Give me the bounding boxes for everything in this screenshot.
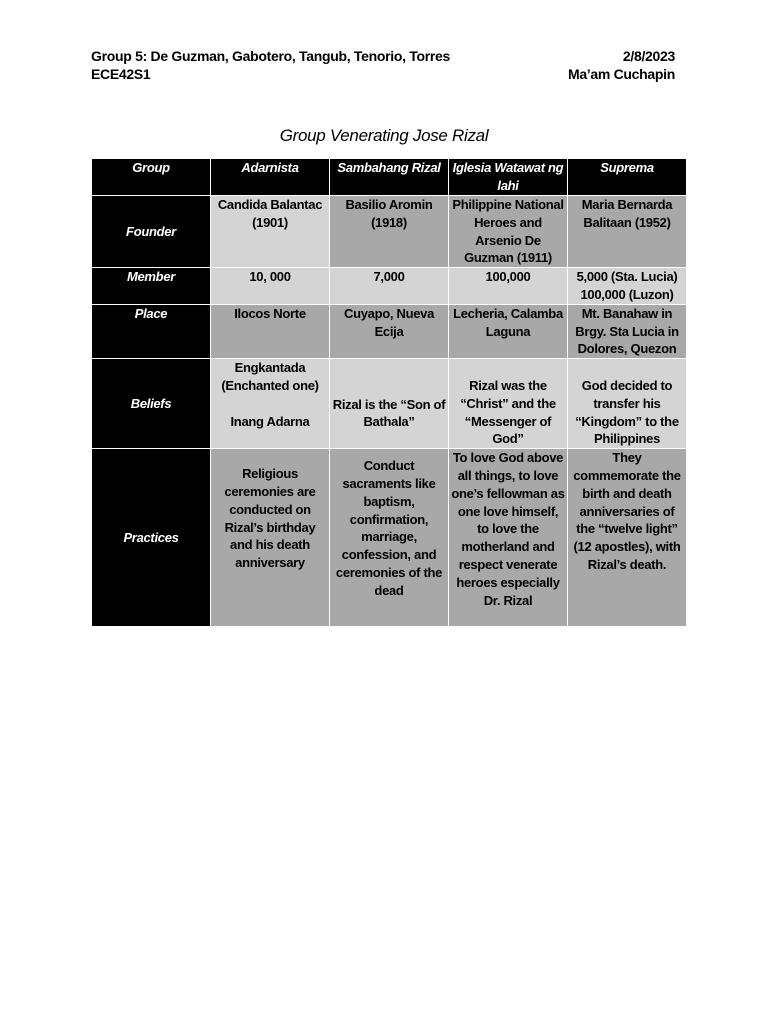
table-cell: Philippine National Heroes and Arsenio De Guzman (1911) [449,196,568,268]
table-row-practices [92,449,687,627]
table-cell: 10, 000 [211,268,330,305]
table-cell: Mt. Banahaw in Brgy. Sta Lucia in Dolores, Quezon [568,304,687,358]
table-cell-text: Rizal was the “Christ” and the “Messenger of God” [460,377,556,447]
table-cell: Conduct sacraments like baptism, confirmation, marriage, confession, and ceremonies of the dead [330,449,449,627]
column-header-sambahang-rizal: Sambahang Rizal [330,159,449,196]
table-cell [449,359,568,449]
section-code: ECE42S1 [91,66,151,82]
table-cell: 5,000 (Sta. Lucia) 100,000 (Luzon) [568,268,687,305]
instructor-name: Ma’am Cuchapin [567,66,675,82]
column-header-iglesia-watawat: Iglesia Watawat ng lahi [449,159,568,196]
table-cell: 7,000 [330,268,449,305]
table-cell: To love God above all things, to love one’s fellowman as one love himself, to love the motherland and respect venerate heroes especially Dr. Rizal [449,449,568,627]
table-cell [330,359,449,449]
table-cell: Basilio Aromin (1918) [330,196,449,268]
row-label-member: Member [92,268,211,305]
table-row-place [92,304,687,358]
table-cell-text: Engkantada (Enchanted one) Inang Adarna [221,360,319,429]
group-members-line: Group 5: De Guzman, Gabotero, Tangub, Tenorio, Torres [91,48,451,64]
row-label-place: Place [92,304,211,358]
column-header-suprema: Suprema [568,159,687,196]
table-cell-text: God decided to transfer his “Kingdom” to the Philippines [575,377,679,447]
row-label-beliefs: Beliefs [92,359,211,449]
table-cell: Ilocos Norte [211,304,330,358]
table-cell: They commemorate the birth and death anniversaries of the “twelve light” (12 apostles), with Rizal’s death. [568,449,687,627]
table-cell: 100,000 [449,268,568,305]
column-header-adarnista: Adarnista [211,159,330,196]
document-title: Group Venerating Jose Rizal [279,126,489,145]
table-cell: Cuyapo, Nueva Ecija [330,304,449,358]
comparison-table [91,158,687,627]
table-cell: Religious ceremonies are conducted on Rizal’s birthday and his death anniversary [211,449,330,627]
table-cell-text: Rizal is the “Son of Bathala” [332,396,446,430]
table-cell [211,359,330,449]
document-header-left [91,47,450,83]
document-header-right [568,47,675,83]
table-cell [568,359,687,449]
table-cell: Lecheria, Calamba Laguna [449,304,568,358]
table-header-row [92,159,687,196]
row-label-founder: Founder [92,196,211,268]
column-header-group: Group [92,159,211,196]
row-label-practices: Practices [92,449,211,627]
document-date: 2/8/2023 [622,48,675,64]
table-row-member [92,268,687,305]
table-cell: Maria Bernarda Balitaan (1952) [568,196,687,268]
table-row-founder [92,196,687,268]
table-cell: Candida Balantac (1901) [211,196,330,268]
table-row-beliefs [92,359,687,449]
